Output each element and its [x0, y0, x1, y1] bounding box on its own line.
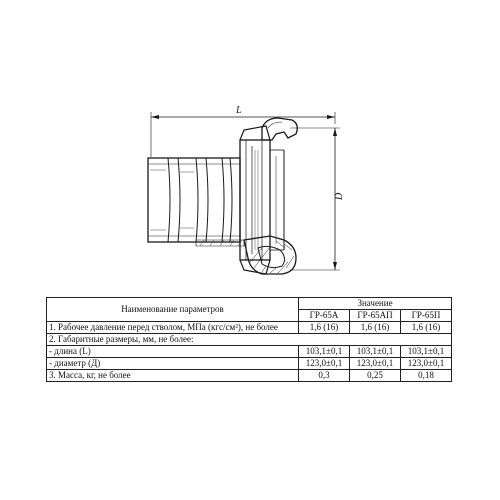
table-row — [47, 358, 452, 370]
model-header: ГР-65АП — [350, 310, 401, 322]
value-cell: 123,0±0,1 — [401, 358, 452, 370]
value-cell: 103,1±0,1 — [350, 346, 401, 358]
value-cell: 103,1±0,1 — [299, 346, 350, 358]
value-cell: 0,25 — [350, 370, 401, 382]
param-label: 2. Габаритные размеры, мм, не более: — [47, 334, 452, 346]
table-row — [47, 346, 452, 358]
param-label: 1. Рабочее давление перед стволом, МПа (кгс/см²), не более — [47, 322, 299, 334]
value-cell: 0,3 — [299, 370, 350, 382]
value-group-header: Значение — [299, 298, 452, 310]
hose-shank — [148, 158, 240, 242]
model-header: ГР-65А — [299, 310, 350, 322]
table-row — [47, 322, 452, 334]
table-row — [47, 334, 452, 346]
value-cell: 0,18 — [401, 370, 452, 382]
value-cell: 103,1±0,1 — [401, 346, 452, 358]
length-label: L — [236, 105, 242, 116]
param-label: - длина (L) — [47, 346, 299, 358]
value-cell: 1,6 (16) — [350, 322, 401, 334]
value-cell: 123,0±0,1 — [350, 358, 401, 370]
param-label: - диаметр (Д) — [47, 358, 299, 370]
param-label: 3. Масса, кг, не более — [47, 370, 299, 382]
model-header: ГР-65П — [401, 310, 452, 322]
specifications-table — [46, 297, 452, 382]
diameter-label: D — [334, 192, 345, 200]
value-cell: 1,6 (16) — [401, 322, 452, 334]
param-column-header: Наименование параметров — [47, 298, 299, 322]
table-header-row — [47, 298, 452, 310]
table-row — [47, 370, 452, 382]
value-cell: 1,6 (16) — [299, 322, 350, 334]
value-cell: 123,0±0,1 — [299, 358, 350, 370]
